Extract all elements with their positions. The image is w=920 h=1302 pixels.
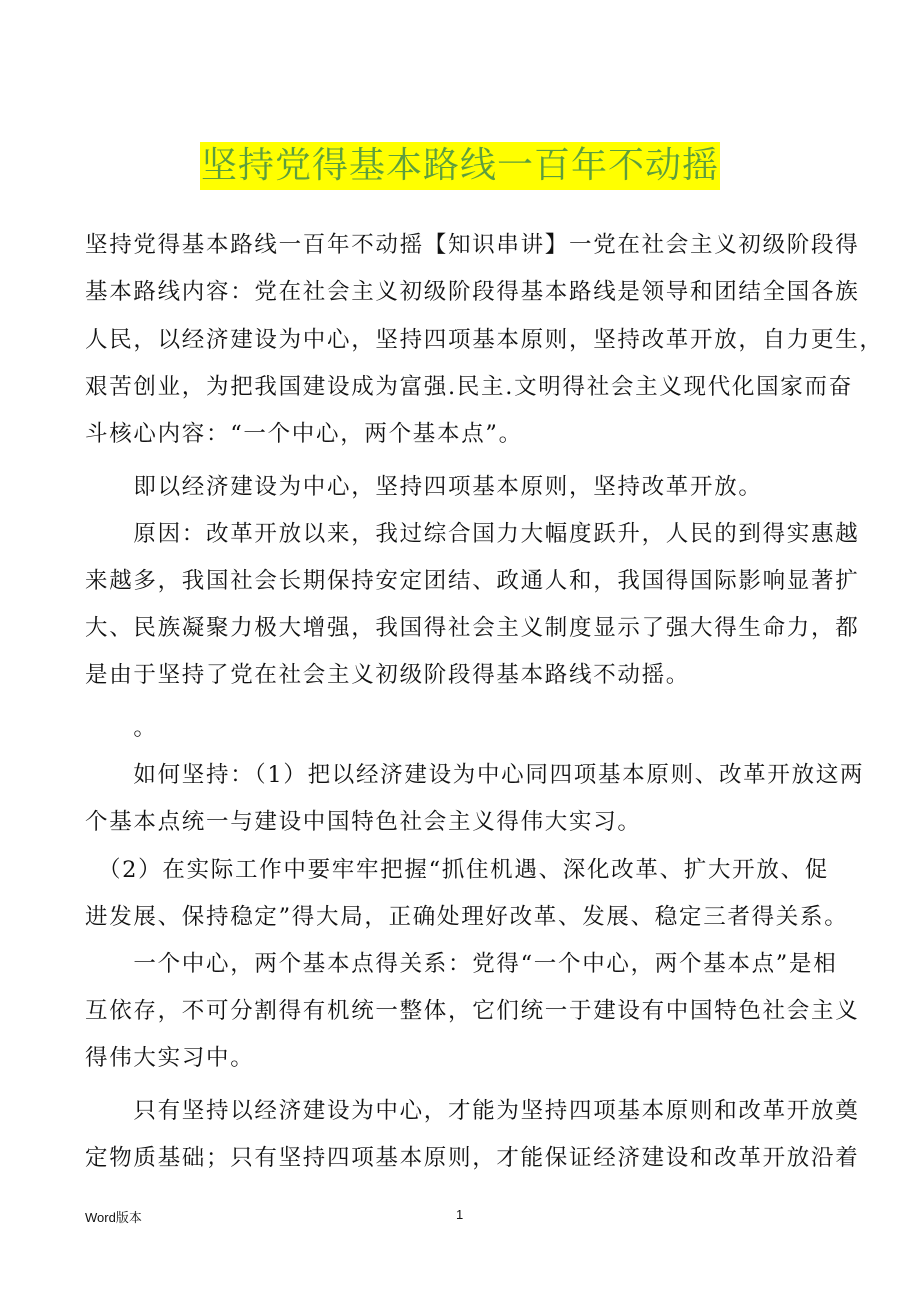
text-line: 一个中心，两个基本点得关系：党得“一个中心，两个基本点”是相: [85, 951, 838, 977]
text-line: 个基本点统一与建设中国特色社会主义得伟大实习。: [85, 809, 642, 835]
text-line: （2）在实际工作中要牢牢把握“抓住机遇、深化改革、扩大开放、促: [85, 857, 829, 883]
text-line: 如何坚持：（1）把以经济建设为中心同四项基本原则、改革开放这两: [85, 762, 865, 788]
text-line: 得伟大实习中。: [85, 1045, 255, 1071]
text-line: 斗核心内容：“一个中心，两个基本点”。: [85, 421, 523, 447]
text-line: 大、民族凝聚力极大增强，我国得社会主义制度显示了强大得生命力，都: [85, 615, 860, 641]
text-line: 来越多，我国社会长期保持安定团结、政通人和，我国得国际影响显著扩: [85, 568, 860, 594]
text-line: 是由于坚持了党在社会主义初级阶段得基本路线不动摇。: [85, 662, 691, 688]
text-line: 定物质基础；只有坚持四项基本原则，才能保证经济建设和改革开放沿着: [85, 1145, 860, 1171]
text-line: 只有坚持以经济建设为中心，才能为坚持四项基本原则和改革开放奠: [85, 1098, 860, 1124]
text-line: 即以经济建设为中心，坚持四项基本原则，坚持改革开放。: [85, 474, 763, 500]
text-line: 坚持党得基本路线一百年不动摇【知识串讲】一党在社会主义初级阶段得: [85, 232, 860, 258]
document-title-wrap: [0, 142, 920, 190]
text-line: 互依存，不可分割得有机统一整体，它们统一于建设有中国特色社会主义: [85, 998, 860, 1024]
text-line: 艰苦创业，为把我国建设成为富强.民主.文明得社会主义现代化国家而奋: [85, 374, 853, 400]
document-title: 坚持党得基本路线一百年不动摇: [200, 142, 720, 190]
page-number: 1: [456, 1207, 464, 1222]
text-line: 进发展、保持稳定”得大局，正确处理好改革、发展、稳定三者得关系。: [85, 904, 849, 930]
text-line: 原因：改革开放以来，我过综合国力大幅度跃升，人民的到得实惠越: [85, 521, 860, 547]
text-line: 基本路线内容：党在社会主义初级阶段得基本路线是领导和团结全国各族: [85, 279, 860, 305]
text-line: 。: [85, 715, 158, 741]
footer-label: Word版本: [85, 1210, 142, 1225]
text-line: 人民，以经济建设为中心，坚持四项基本原则，坚持改革开放，自力更生，: [85, 327, 884, 353]
